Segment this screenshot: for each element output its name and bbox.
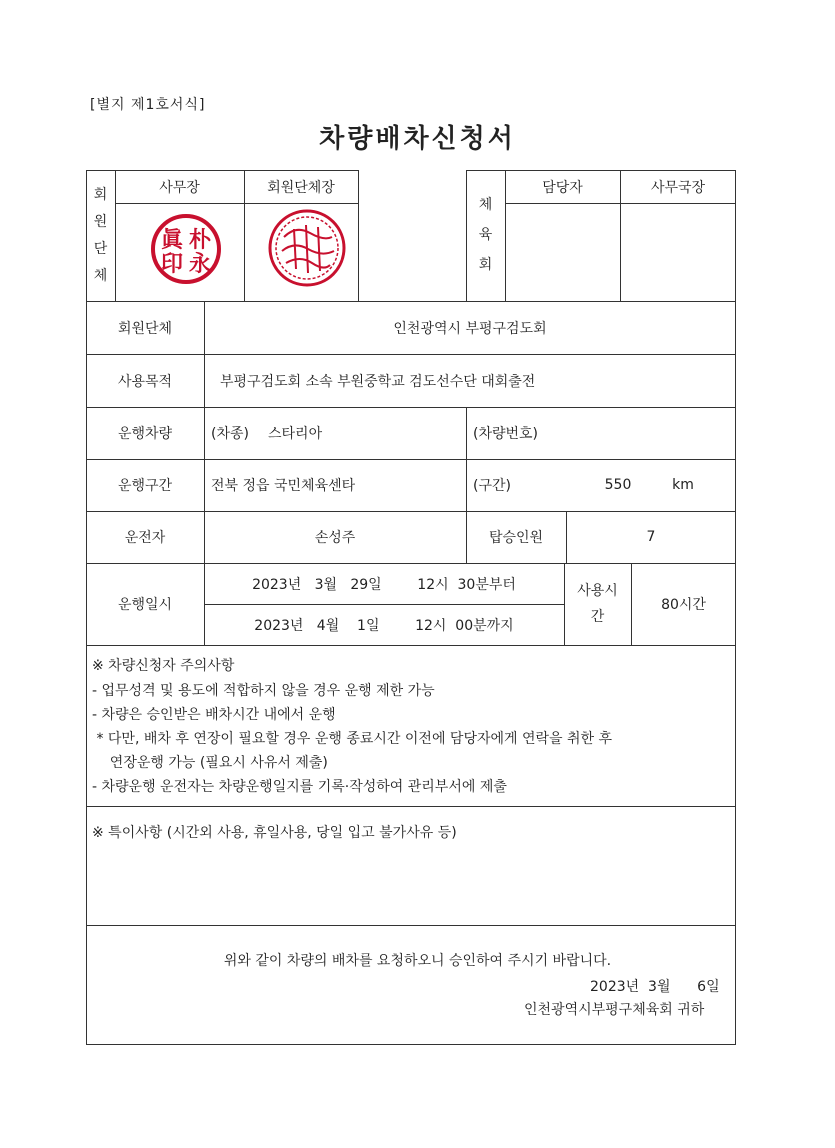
member-org-vertical-label	[86, 170, 115, 301]
vertical-char: 회	[93, 186, 108, 203]
addressee: 인천광역시부평구체육회 귀하	[524, 1002, 705, 1018]
approval-gap	[359, 169, 466, 172]
purpose-value: 부평구검도회 소속 부원중학교 검도선수단 대회출전	[220, 373, 536, 390]
special-notes-heading: ※ 특이사항 (시간외 사용, 휴일사용, 당일 입고 불가사유 등)	[92, 825, 457, 841]
datetime-end: 2023년 4월 1일 12시 00분까지	[254, 617, 514, 634]
approver-title: 사무국장	[650, 179, 706, 196]
vertical-char: 단	[93, 240, 108, 257]
usage-time-label-line: 간	[590, 609, 605, 625]
vertical-char: 원	[93, 213, 108, 230]
member-org-label: 회원단체	[117, 320, 173, 337]
approval-header-line	[505, 203, 736, 204]
distance-unit: km	[672, 477, 694, 493]
notes-line: * 다만, 배차 후 연장이 필요할 경우 운행 종료시간 이전에 담당자에게 연락을 취한 후	[92, 731, 613, 747]
approver-title: 회원단체장	[267, 179, 335, 196]
seal-char: 朴	[188, 227, 212, 253]
sports-council-vertical-label	[466, 190, 505, 280]
datetime-start: 2023년 3월 29일 12시 30분부터	[252, 576, 516, 593]
seal-char: 眞	[160, 227, 184, 253]
approval-divider	[358, 170, 359, 301]
passengers-value: 7	[646, 529, 656, 545]
organization-seal	[266, 207, 348, 289]
notes-line: - 업무성격 및 용도에 적합하지 않을 경우 운행 제한 가능	[92, 683, 435, 699]
datetime-label: 운행일시	[117, 597, 173, 613]
request-text: 위와 같이 차량의 배차를 요청하오니 승인하여 주시기 바랍니다.	[223, 953, 612, 969]
row-line	[86, 925, 736, 926]
vehicle-number-label: (차량번호)	[473, 426, 539, 442]
seal-char: 永	[188, 251, 212, 277]
usage-time-value: 80시간	[661, 597, 706, 613]
vertical-char: 체	[478, 197, 493, 213]
passengers-label: 탑승인원	[488, 530, 544, 546]
seal-char: 印	[160, 251, 184, 277]
vehicle-type-label: (차종)	[211, 426, 249, 442]
document-title: 차량배차신청서	[319, 124, 516, 154]
vehicle-label: 운행차량	[117, 426, 173, 442]
row-line	[86, 806, 736, 807]
route-label: 운행구간	[117, 478, 173, 494]
driver-label: 운전자	[124, 530, 166, 546]
usage-time-label	[564, 563, 631, 645]
route-value: 전북 정읍 국민체육센타	[211, 478, 356, 494]
approver-title: 담당자	[542, 179, 583, 196]
usage-time-label-line: 사용시	[577, 583, 618, 599]
member-org-value: 인천광역시 부평구검도회	[393, 320, 547, 337]
form-label: [별지 제1호서식]	[90, 97, 206, 113]
driver-value: 손성주	[314, 530, 356, 546]
vertical-char: 회	[478, 257, 493, 273]
notes-line: - 차량은 승인받은 배차시간 내에서 운행	[92, 707, 336, 723]
vertical-char: 육	[478, 227, 493, 243]
approval-header-line	[115, 203, 358, 204]
request-date: 2023년 3월 6일	[590, 979, 720, 995]
distance-label: (구간)	[473, 478, 511, 494]
notes-heading: ※ 차량신청자 주의사항	[92, 658, 235, 674]
row-line	[86, 645, 736, 646]
notes-line: 연장운행 가능 (필요시 사유서 제출)	[92, 755, 328, 771]
purpose-label: 사용목적	[117, 373, 173, 390]
notes-line: - 차량운행 운전자는 차량운행일지를 기록·작성하여 관리부서에 제출	[92, 779, 507, 795]
vertical-char: 체	[93, 267, 108, 284]
vehicle-type-value: 스타리아	[268, 426, 323, 442]
seal-stamp	[150, 213, 222, 285]
approver-title: 사무장	[159, 179, 200, 196]
distance-value: 550	[604, 477, 632, 493]
